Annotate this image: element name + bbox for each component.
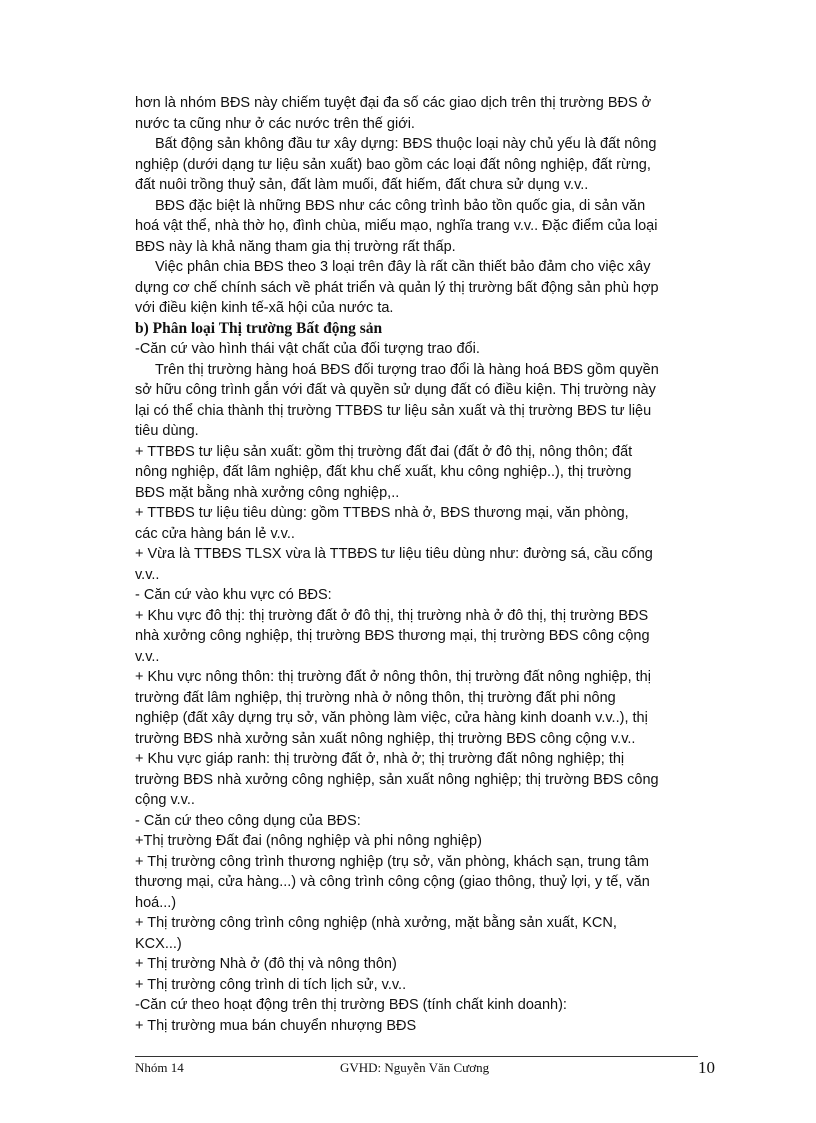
text-line: KCX...)	[135, 935, 182, 952]
text-line: với điều kiện kinh tế-xã hội của nước ta.	[135, 300, 394, 316]
text-line: + Thị trường công trình thương nghiệp (trụ sở, văn phòng, khách sạn, trung tâm	[135, 853, 649, 870]
text-line: -Căn cứ theo hoạt động trên thị trường BĐS (tính chất kinh doanh):	[135, 997, 567, 1013]
section-heading: b) Phân loại Thị trường Bất động sản	[135, 319, 383, 337]
text-line: dựng cơ chế chính sách về phát triển và quản lý thị trường bất động sản phù hợp	[135, 279, 659, 296]
text-line: đất nuôi trồng thuỷ sản, đất làm muối, đất hiếm, đất chưa sử dụng v.v..	[135, 177, 589, 193]
text-line: + Khu vực đô thị: thị trường đất ở đô thị, thị trường nhà ở đô thị, thị trường BĐS	[135, 607, 649, 624]
text-line: hoá vật thể, nhà thờ họ, đình chùa, miếu mạo, nghĩa trang v.v.. Đặc điểm của loại	[135, 218, 658, 234]
text-line: BĐS mặt bằng nhà xưởng công nghiệp,..	[135, 484, 400, 501]
text-line: hơn là nhóm BĐS này chiếm tuyệt đại đa số các giao dịch trên thị trường BĐS ở	[135, 95, 652, 111]
text-line: - Căn cứ vào khu vực có BĐS:	[135, 587, 332, 603]
text-line: + Thị trường công trình công nghiệp (nhà xưởng, mặt bằng sản xuất, KCN,	[135, 915, 617, 931]
text-line: Bất động sản không đầu tư xây dựng: BĐS thuộc loại này chủ yếu là đất nông	[155, 136, 657, 152]
text-line: + Khu vực nông thôn: thị trường đất ở nông thôn, thị trường đất nông nghiệp, thị	[135, 669, 651, 685]
document-body	[135, 93, 720, 1036]
page-number: 10	[698, 1058, 715, 1077]
text-line: tiêu dùng.	[135, 423, 199, 439]
text-line: + Vừa là TTBĐS TLSX vừa là TTBĐS tư liệu tiêu dùng như: đường sá, cầu cống	[135, 546, 653, 562]
text-line: v.v..	[135, 648, 160, 665]
text-line: trường BĐS nhà xưởng sản xuất nông nghiệp, thị trường BĐS công cộng v.v..	[135, 730, 636, 747]
text-line: cộng v.v..	[135, 792, 195, 808]
text-line: sở hữu công trình gắn với đất và quyền sử dụng đất có điều kiện. Thị trường này	[135, 382, 656, 398]
text-line: nghiệp (dưới dạng tư liệu sản xuất) bao gồm các loại đất nông nghiệp, đất rừng,	[135, 156, 651, 173]
text-line: - Căn cứ theo công dụng của BĐS:	[135, 812, 361, 829]
text-line: +Thị trường Đất đai (nông nghiệp và phi nông nghiệp)	[135, 833, 482, 849]
text-line: nghiệp (đất xây dựng trụ sở, văn phòng làm việc, cửa hàng kinh doanh v.v..), thị	[135, 710, 648, 726]
text-line: các cửa hàng bán lẻ v.v..	[135, 525, 295, 542]
text-line: + Khu vực giáp ranh: thị trường đất ở, nhà ở; thị trường đất nông nghiệp; thị	[135, 751, 625, 767]
text-line: Trên thị trường hàng hoá BĐS đối tượng trao đổi là hàng hoá BĐS gồm quyền	[155, 361, 659, 378]
text-line: -Căn cứ vào hình thái vật chất của đối tượng trao đổi.	[135, 341, 480, 357]
text-line: trường đất lâm nghiệp, thị trường nhà ở nông thôn, thị trường đất phi nông	[135, 689, 616, 706]
text-line: thương mại, cửa hàng...) và công trình công cộng (giao thông, thuỷ lợi, y tế, văn	[135, 874, 650, 890]
text-line: v.v..	[135, 566, 160, 583]
text-line: + TTBĐS tư liệu tiêu dùng: gồm TTBĐS nhà ở, BĐS thương mại, văn phòng,	[135, 505, 629, 521]
footer-group: Nhóm 14	[135, 1060, 184, 1075]
footer-divider	[135, 1056, 698, 1057]
footer-advisor: GVHD: Nguyễn Văn Cương	[340, 1060, 490, 1075]
text-line: nhà xưởng công nghiệp, thị trường BĐS thương mại, thị trường BĐS công cộng	[135, 628, 650, 644]
text-line: + Thị trường công trình di tích lịch sử, v.v..	[135, 976, 407, 993]
text-line: lại có thể chia thành thị trường TTBĐS tư liệu sản xuất và thị trường BĐS tư liệu	[135, 402, 652, 419]
text-line: + Thị trường Nhà ở (đô thị và nông thôn)	[135, 956, 397, 972]
text-line: trường BĐS nhà xưởng công nghiệp, sản xuất nông nghiệp; thị trường BĐS công	[135, 771, 659, 788]
text-line: BĐS đặc biệt là những BĐS như các công trình bảo tồn quốc gia, di sản văn	[155, 197, 646, 214]
text-line: + Thị trường mua bán chuyển nhượng BĐS	[135, 1017, 417, 1034]
text-line: + TTBĐS tư liệu sản xuất: gồm thị trường đất đai (đất ở đô thị, nông thôn; đất	[135, 443, 633, 460]
text-line: nước ta cũng như ở các nước trên thế giới.	[135, 115, 415, 132]
text-line: BĐS này là khả năng tham gia thị trường rất thấp.	[135, 238, 456, 255]
text-line: Việc phân chia BĐS theo 3 loại trên đây là rất cần thiết bảo đảm cho việc xây	[155, 259, 651, 275]
text-line: nông nghiệp, đất lâm nghiệp, đất khu chế xuất, khu công nghiệp..), thị trường	[135, 464, 632, 480]
text-line: hoá...)	[135, 894, 177, 911]
